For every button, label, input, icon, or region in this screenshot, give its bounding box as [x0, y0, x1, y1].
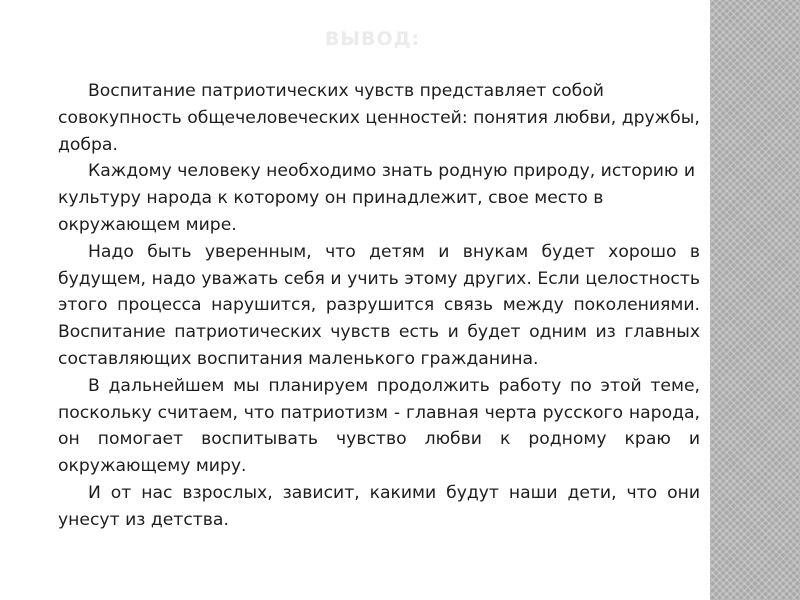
slide-title: ВЫВОД: — [324, 28, 421, 50]
paragraph-1: Воспитание патриотических чувств представляет собой совокупность общечеловеческих ценностей: понятия любви, дружбы, добра. — [58, 81, 700, 155]
paragraph-4: В дальнейшем мы планируем продолжить работу по этой теме, поскольку считаем, что патриотизм - главная черта русского народа, он помогает воспитывать чувство любви к родному краю и окружающему миру. — [58, 375, 700, 477]
paragraph-5: И от нас взрослых, зависит, какими будут наши дети, что они унесут из детства. — [58, 482, 700, 530]
paragraph-3: Надо быть уверенным, что детям и внукам будет хорошо в будущем, надо уважать себя и учить этому других. Если целостность этого процесса нарушится, разрушится связь между поколениями. Воспитание патриотических чувств есть и будет одним из главных составляющих воспитания маленького гражданина. — [58, 241, 700, 369]
paragraph-2: Каждому человеку необходимо знать родную природу, историю и культуру народа к которому он принадлежит, свое место в окружающем мире. — [58, 161, 696, 235]
decorative-side-band — [710, 0, 800, 600]
slide-body — [58, 78, 700, 534]
